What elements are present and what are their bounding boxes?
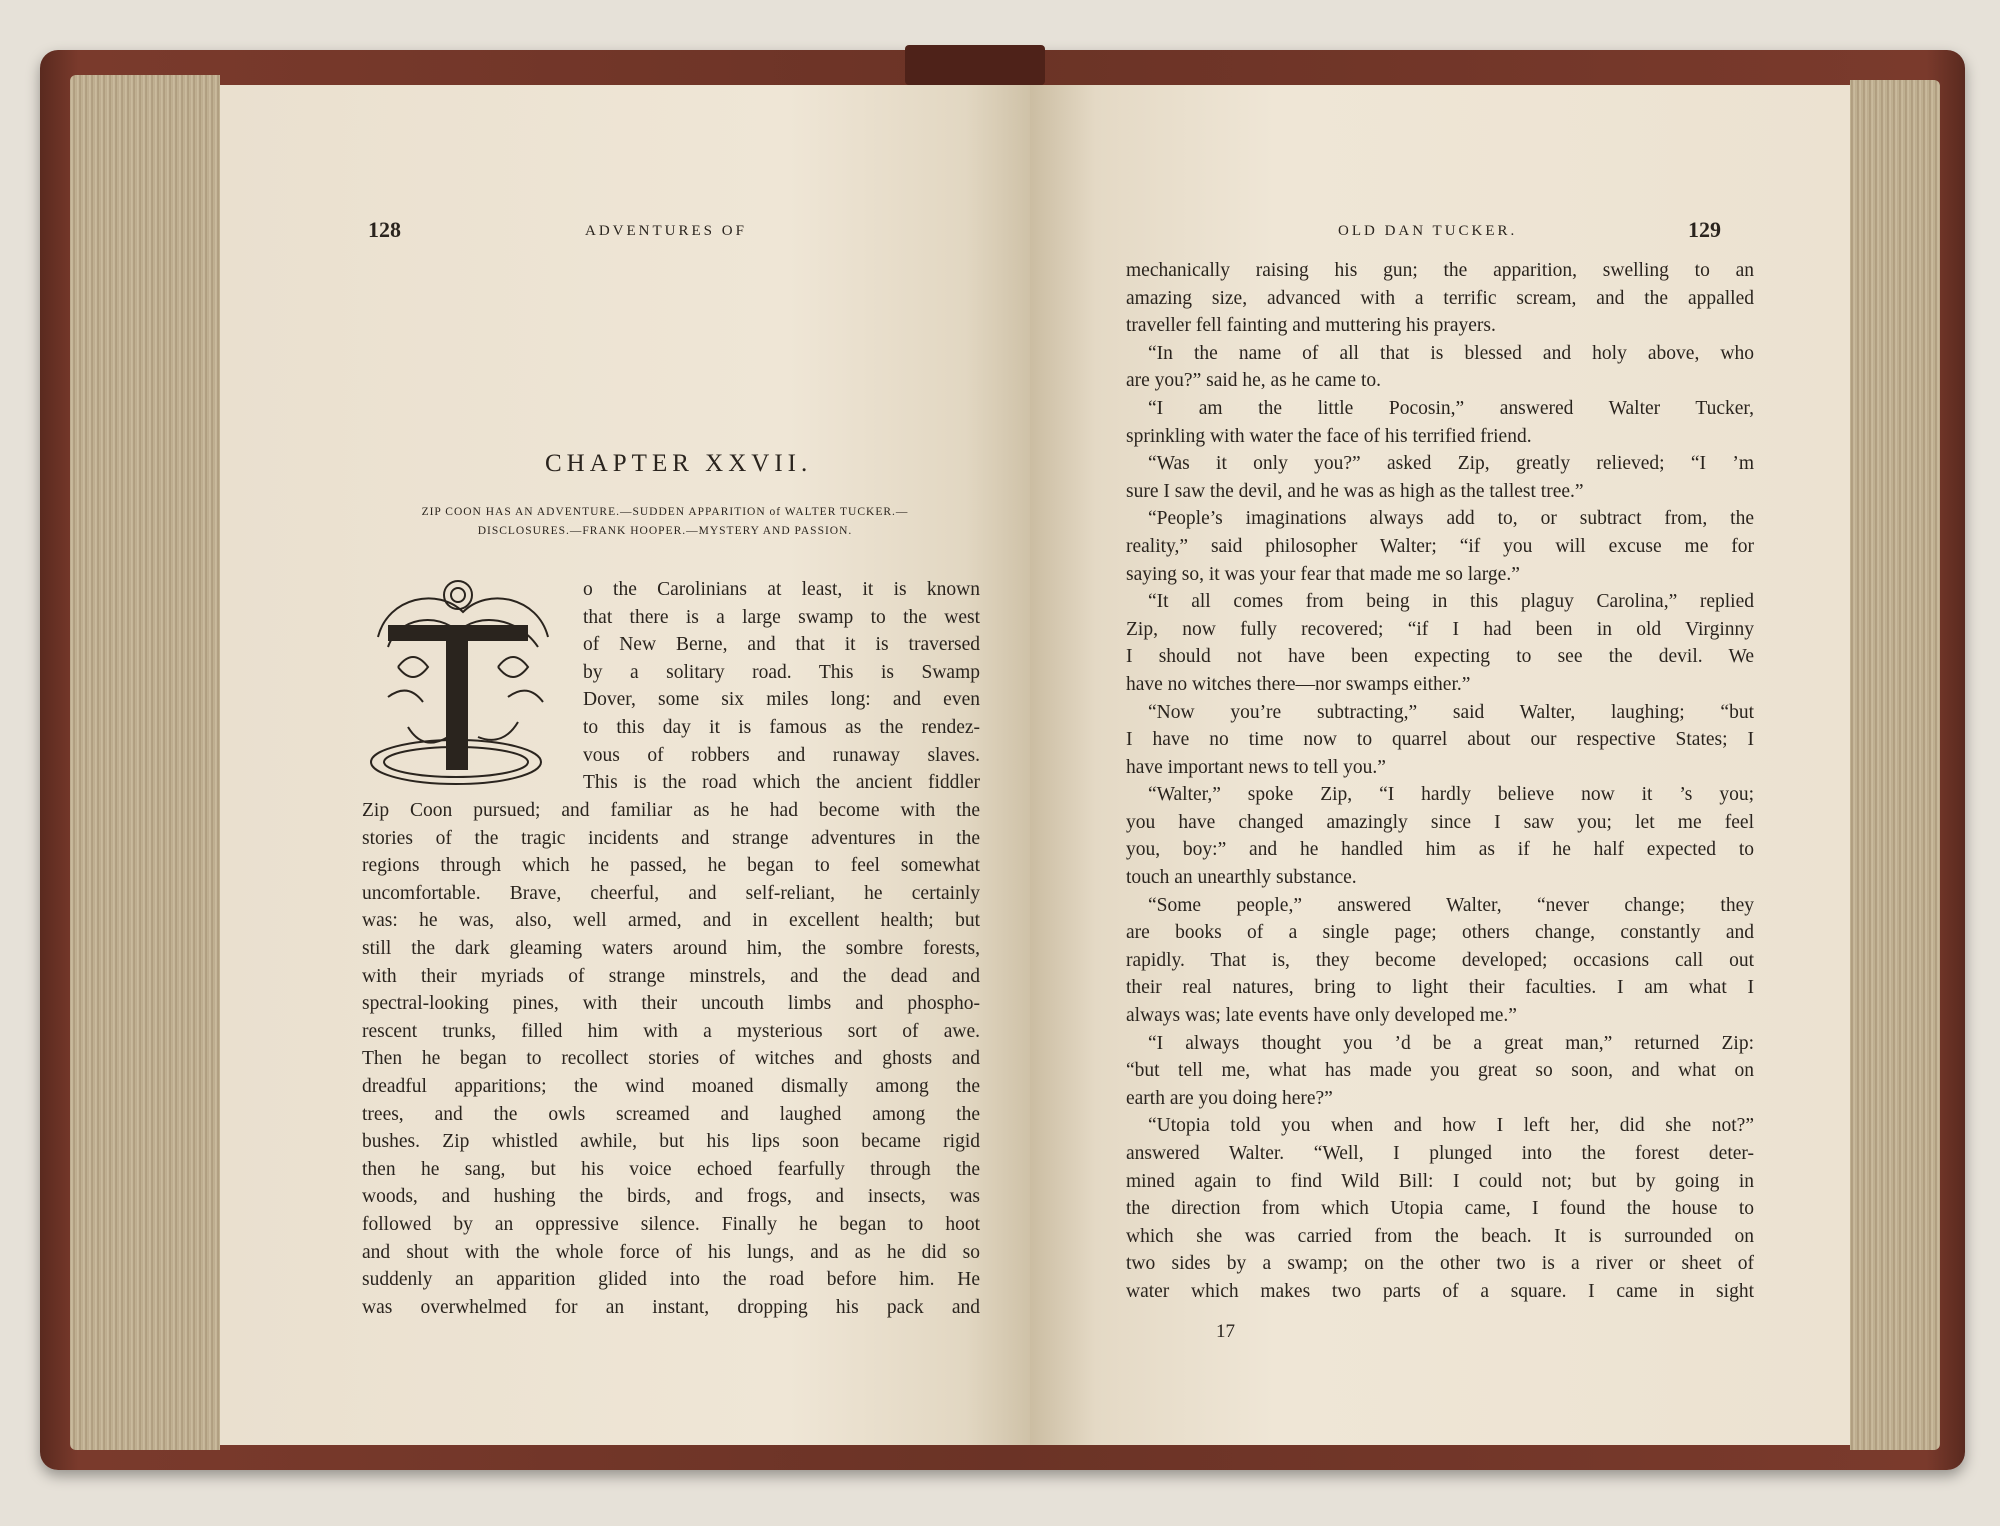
text-line: Then he began to recollect stories of witches and ghosts and: [362, 1048, 980, 1070]
right-page-edges: [1850, 80, 1940, 1450]
text-line: vous of robbers and runaway slaves.: [583, 744, 980, 766]
text-line: uncomfortable. Brave, cheerful, and self-reliant, he certainly: [362, 882, 980, 904]
text-line: was: he was, also, well armed, and in excellent health; but: [362, 910, 980, 932]
chapter-summary-line: ZIP COON HAS AN ADVENTURE.—SUDDEN APPARITION of WALTER TUCKER.—: [421, 506, 909, 518]
book-spine: [905, 45, 1045, 85]
text-line: spectral-looking pines, with their uncouth limbs and phospho-: [362, 993, 980, 1015]
left-page: [220, 85, 1030, 1445]
text-line: which she was carried from the beach. It is surrounded on: [1126, 1225, 1754, 1247]
text-line: are you?” said he, as he came to.: [1126, 370, 1382, 392]
running-head: OLD DAN TUCKER.: [1338, 223, 1518, 239]
text-line: saying so, it was your fear that made me so large.”: [1126, 563, 1520, 585]
text-line: earth are you doing here?”: [1126, 1087, 1333, 1109]
text-line: was overwhelmed for an instant, dropping his pack and: [362, 1296, 980, 1318]
text-line: stories of the tragic incidents and strange adventures in the: [362, 827, 980, 849]
text-line: rapidly. That is, they become developed; occasions call out: [1126, 949, 1754, 971]
text-line: and shout with the whole force of his lungs, and as he did so: [362, 1241, 980, 1263]
text-line: “Now you’re subtracting,” said Walter, laughing; “but: [1148, 701, 1754, 723]
text-line: have important news to tell you.”: [1126, 756, 1386, 778]
text-line: I should not have been expecting to see the devil. We: [1126, 646, 1754, 668]
ornamental-drop-cap-icon: [368, 577, 568, 787]
text-line: of New Berne, and that it is traversed: [583, 634, 980, 656]
signature-mark: 17: [1216, 1321, 1235, 1342]
text-line: to this day it is famous as the rendez-: [583, 716, 980, 738]
text-line: have no witches there—nor swamps either.”: [1126, 673, 1471, 695]
body-text: [362, 797, 980, 1321]
text-line: “Was it only you?” asked Zip, greatly relieved; “I ’m: [1148, 453, 1754, 475]
text-line: bushes. Zip whistled awhile, but his lips soon became rigid: [362, 1131, 980, 1153]
text-line: “It all comes from being in this plaguy Carolina,” replied: [1148, 591, 1754, 613]
text-line: “Walter,” spoke Zip, “I hardly believe now it ’s you;: [1148, 784, 1754, 806]
text-line: mined again to find Wild Bill: I could not; but by going in: [1126, 1170, 1754, 1192]
text-line: you have changed amazingly since I saw you; let me feel: [1126, 811, 1754, 833]
chapter-summary: [365, 503, 965, 541]
text-line: “I am the little Pocosin,” answered Walter Tucker,: [1148, 397, 1754, 419]
text-line: “I always thought you ’d be a great man,” returned Zip:: [1148, 1032, 1754, 1054]
body-text: [1126, 257, 1754, 1306]
text-line: with their myriads of strange minstrels, and the dead and: [362, 965, 980, 987]
text-line: by a solitary road. This is Swamp: [583, 661, 980, 683]
text-line: still the dark gleaming waters around him, the sombre forests,: [362, 937, 980, 959]
text-line: woods, and hushing the birds, and frogs, and insects, was: [362, 1186, 980, 1208]
text-line: you, boy:” and he handled him as if he half expected to: [1126, 839, 1754, 861]
text-line: always was; late events have only developed me.”: [1126, 1005, 1517, 1027]
right-page: [1030, 85, 1850, 1445]
text-line: I have no time now to quarrel about our respective States; I: [1126, 729, 1754, 751]
text-line: “Utopia told you when and how I left her, did she not?”: [1148, 1115, 1754, 1137]
text-line: water which makes two parts of a square. I came in sight: [1126, 1280, 1754, 1302]
text-line: amazing size, advanced with a terrific scream, and the appalled: [1126, 287, 1754, 309]
text-line: are books of a single page; others change, constantly and: [1126, 922, 1754, 944]
text-line: their real natures, bring to light their faculties. I am what I: [1126, 977, 1754, 999]
text-line: This is the road which the ancient fiddler: [583, 772, 980, 794]
text-line: “People’s imaginations always add to, or subtract from, the: [1148, 508, 1754, 530]
text-line: followed by an oppressive silence. Finally he began to hoot: [362, 1213, 980, 1235]
drop-cap-letter: T: [368, 577, 369, 578]
indented-text: [583, 576, 980, 797]
text-line: then he sang, but his voice echoed fearfully through the: [362, 1158, 980, 1180]
text-line: mechanically raising his gun; the apparition, swelling to an: [1126, 260, 1754, 281]
text-line: dreadful apparitions; the wind moaned dismally among the: [362, 1075, 980, 1097]
text-line: answered Walter. “Well, I plunged into the forest deter-: [1126, 1143, 1754, 1164]
text-line: o the Carolinians at least, it is known: [583, 579, 980, 600]
text-line: suddenly an apparition glided into the road before him. He: [362, 1269, 980, 1291]
text-line: “In the name of all that is blessed and holy above, who: [1148, 342, 1754, 364]
left-page-edges: [70, 75, 220, 1450]
text-line: sprinkling with water the face of his terrified friend.: [1126, 425, 1532, 447]
text-line: Dover, some six miles long: and even: [583, 689, 980, 711]
text-line: Zip Coon pursued; and familiar as he had become with the: [362, 800, 980, 821]
text-line: trees, and the owls screamed and laughed among the: [362, 1103, 980, 1125]
page-number: 128: [368, 217, 401, 242]
text-line: two sides by a swamp; on the other two is a river or sheet of: [1126, 1253, 1754, 1275]
page-number: 129: [1688, 217, 1721, 242]
chapter-summary-line: DISCLOSURES.—FRANK HOOPER.—MYSTERY AND PASSION.: [477, 525, 853, 537]
text-line: “but tell me, what has made you great so soon, and what on: [1126, 1060, 1754, 1082]
text-line: regions through which he passed, he began to feel somewhat: [362, 855, 980, 877]
text-line: Zip, now fully recovered; “if I had been in old Virginny: [1126, 618, 1754, 640]
running-head: ADVENTURES OF: [585, 223, 747, 239]
text-line: touch an unearthly substance.: [1126, 867, 1357, 889]
text-line: “Some people,” answered Walter, “never change; they: [1148, 894, 1754, 916]
text-line: rescent trunks, filled him with a mysterious sort of awe.: [362, 1020, 980, 1042]
text-line: traveller fell fainting and muttering his prayers.: [1126, 315, 1496, 337]
chapter-title: CHAPTER XXVII.: [545, 450, 813, 477]
text-line: that there is a large swamp to the west: [583, 606, 980, 628]
text-line: sure I saw the devil, and he was as high as the tallest tree.”: [1126, 480, 1584, 502]
text-line: the direction from which Utopia came, I found the house to: [1126, 1198, 1754, 1220]
text-line: reality,” said philosopher Walter; “if you will excuse me for: [1126, 535, 1754, 557]
